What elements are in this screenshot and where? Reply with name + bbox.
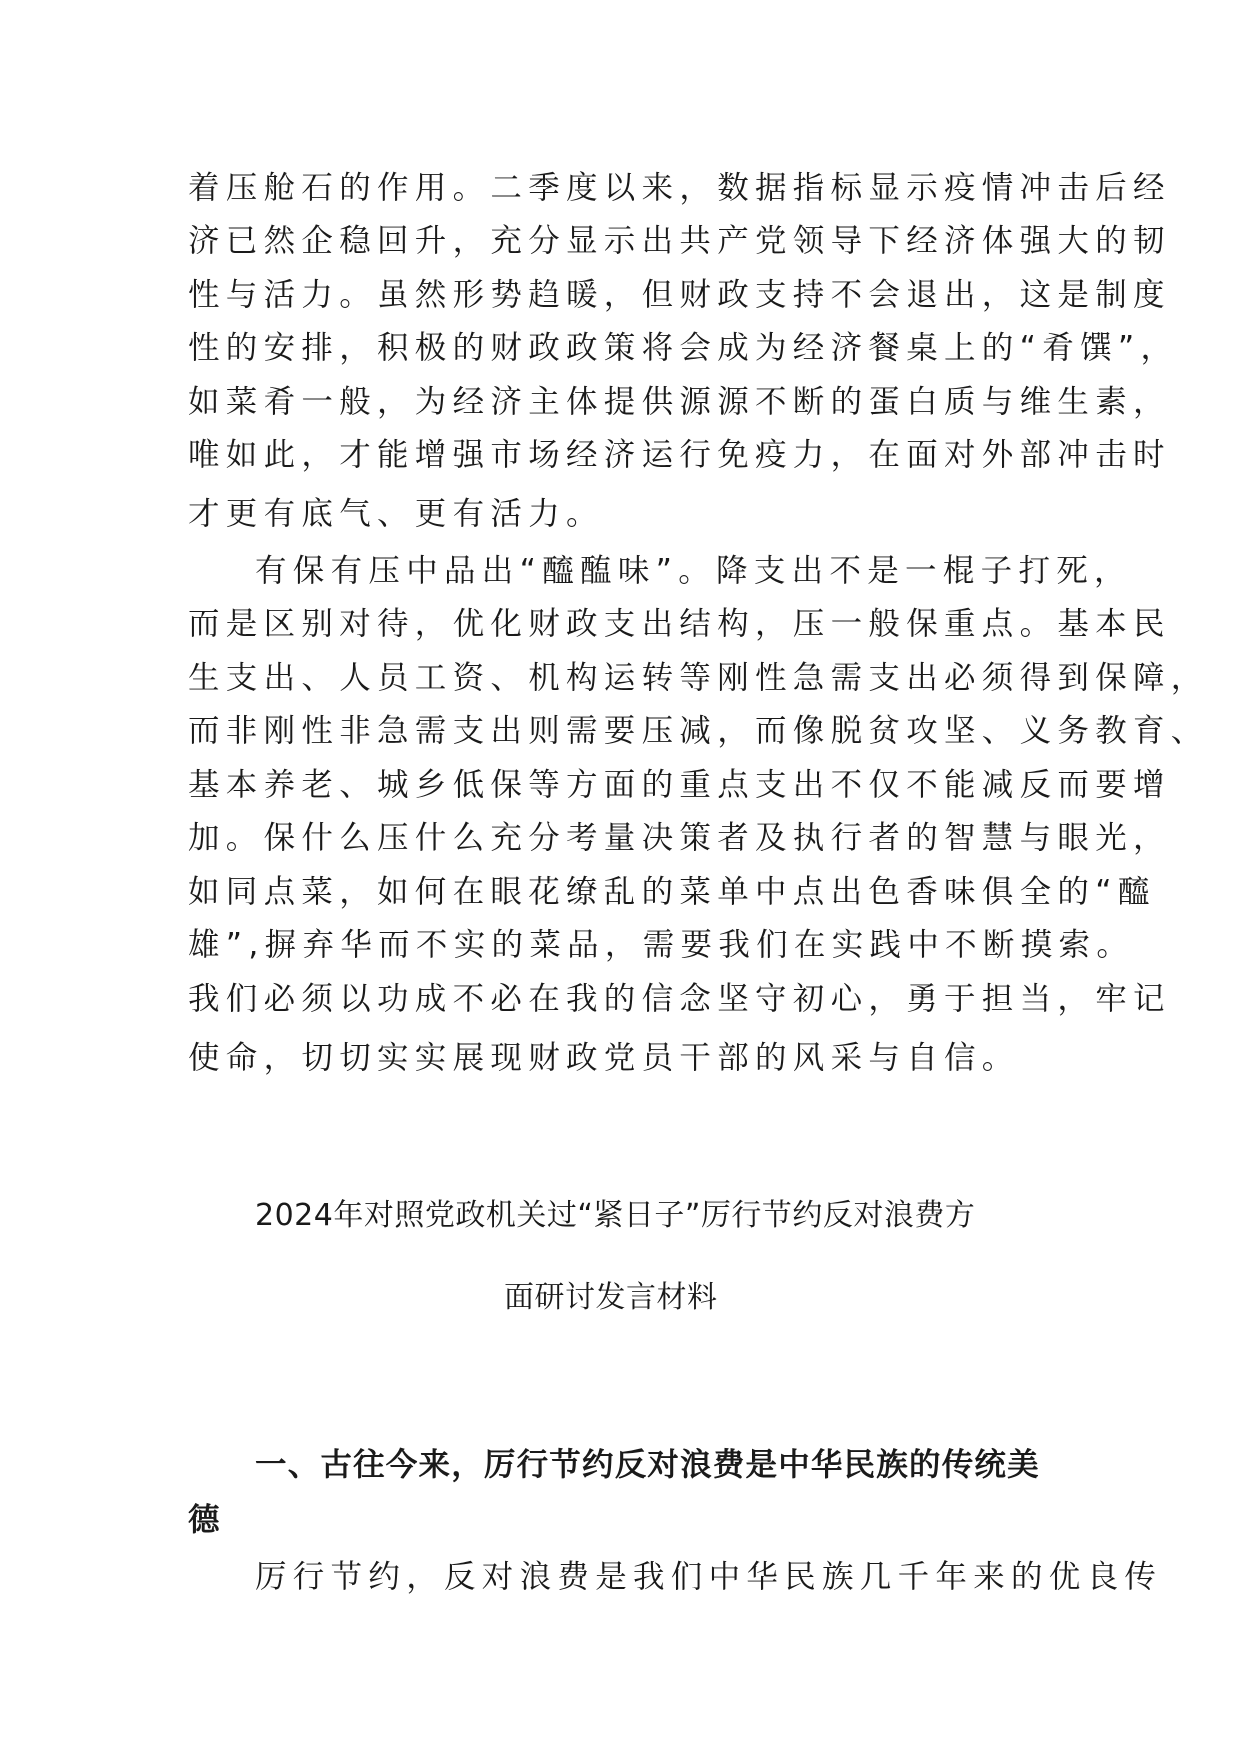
- paragraph-1-line-6: 唯如此，才能增强市场经济运行免疫力，在面对外部冲击时: [188, 437, 1171, 473]
- paragraph-1-line-3: 性与活力。虽然形势趋暖，但财政支持不会退出，这是制度: [188, 277, 1171, 313]
- paragraph-2-line-9: 我们必须以功成不必在我的信念坚守初心，勇于担当，牢记: [188, 981, 1171, 1017]
- paragraph-2-line-5: 基本养老、城乡低保等方面的重点支出不仅不能减反而要增: [188, 767, 1171, 803]
- paragraph-2-line-3: 生支出、人员工资、机构运转等刚性急需支出必须得到保障，: [188, 660, 1209, 696]
- paragraph-1-line-7: 才更有底气、更有活力。: [188, 496, 604, 532]
- article-title-line-1: 2024年对照党政机关过“紧日子”厉行节约反对浪费方: [255, 1198, 976, 1233]
- paragraph-2-line-7: 如同点菜，如何在眼花缭乱的菜单中点出色香味俱全的“醯: [188, 874, 1156, 910]
- paragraph-2-line-4: 而非刚性非急需支出则需要压减，而像脱贫攻坚、义务教育、: [188, 713, 1209, 749]
- paragraph-1-line-2: 济已然企稳回升，充分显示出共产党领导下经济体强大的韧: [188, 223, 1171, 259]
- paragraph-2-line-10: 使命，切切实实展现财政党员干部的风采与自信。: [188, 1040, 1020, 1076]
- paragraph-1-line-5: 如菜肴一般，为经济主体提供源源不断的蛋白质与维生素，: [188, 384, 1171, 420]
- article-title-line-2: 面研讨发言材料: [504, 1280, 718, 1315]
- paragraph-3-line-1: 厉行节约，反对浪费是我们中华民族几千年来的优良传: [255, 1559, 1163, 1595]
- paragraph-1-line-4: 性的安排，积极的财政政策将会成为经济餐桌上的“肴馔”，: [188, 330, 1179, 366]
- paragraph-2-line-6: 加。保什么压什么充分考量决策者及执行者的智慧与眼光，: [188, 820, 1171, 856]
- paragraph-2-line-2: 而是区别对待，优化财政支出结构，压一般保重点。基本民: [188, 606, 1171, 642]
- paragraph-2-line-1: 有保有压中品出“醯醢味”。降支出不是一棍子打死，: [255, 553, 1132, 589]
- paragraph-2-line-8: 雄”,摒弃华而不实的菜品，需要我们在实践中不断摸索。: [188, 927, 1135, 963]
- section-heading-line-1: 一、古往今来，厉行节约反对浪费是中华民族的传统美: [255, 1447, 1040, 1483]
- paragraph-1-line-1: 着压舱石的作用。二季度以来，数据指标显示疫情冲击后经: [188, 170, 1171, 206]
- section-heading-line-2: 德: [188, 1502, 221, 1538]
